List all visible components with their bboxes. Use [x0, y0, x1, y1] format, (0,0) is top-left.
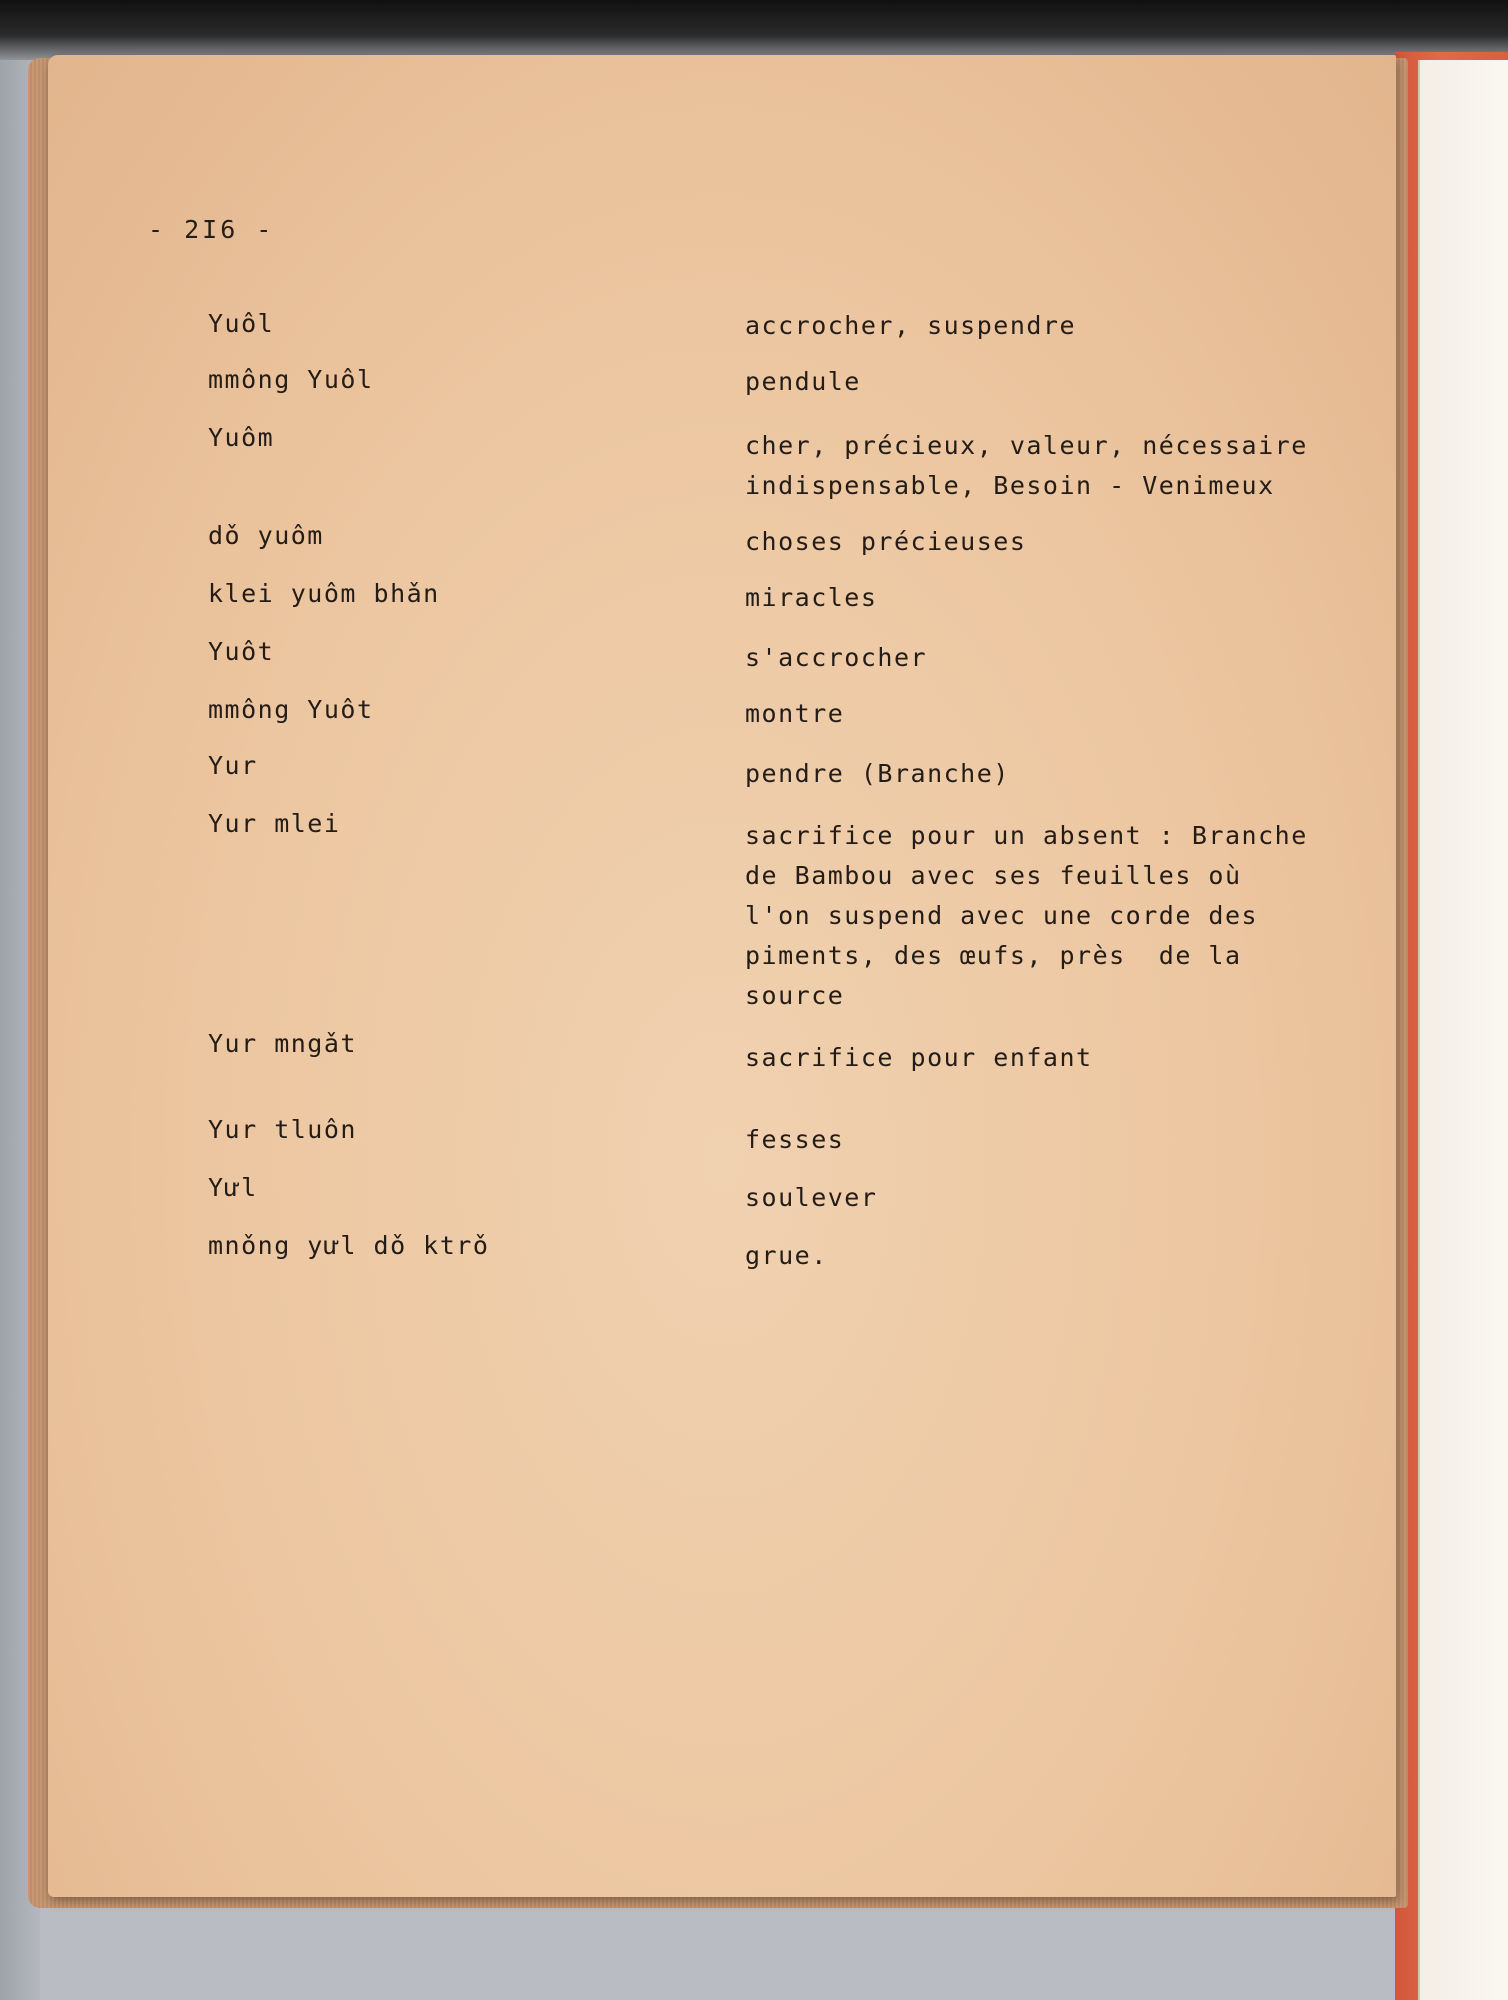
entry-term: mmông Yuôl — [208, 365, 374, 394]
entry-definition: s'accrocher — [745, 643, 928, 672]
entry-term: mmông Yuôt — [208, 695, 374, 724]
entry-definition: pendule — [745, 367, 861, 396]
entry-term: Yur mngǎt — [208, 1029, 357, 1058]
entry-definition: accrocher, suspendre — [745, 311, 1077, 340]
entry-term: Yuôm — [208, 423, 275, 452]
entry-term: mnǒng yưl dǒ ktrǒ — [208, 1231, 490, 1260]
entry-definition: sacrifice pour un absent : Branche de Bambou avec ses feuilles où l'on suspend avec une corde des piments, des œufs, près de la source — [745, 821, 1308, 1010]
entry-term: Yuôt — [208, 637, 275, 666]
entry-term: Yur mlei — [208, 809, 341, 838]
entry-term: dǒ yuôm — [208, 521, 324, 550]
entry-term: klei yuôm bhǎn — [208, 579, 440, 608]
entry-term: Yur tluôn — [208, 1115, 357, 1144]
entry-definition: sacrifice pour enfant — [745, 1043, 1093, 1072]
entry-term: Yuôl — [208, 309, 275, 338]
entry-definition: pendre (Branche) — [745, 759, 1010, 788]
entry-definition: choses précieuses — [745, 527, 1027, 556]
entry-definition: miracles — [745, 583, 878, 612]
page-number: - 2I6 - — [148, 215, 275, 244]
entry-definition: grue. — [745, 1241, 828, 1270]
entry-term: Yưl — [208, 1173, 258, 1202]
entry-term: Yur — [208, 751, 258, 780]
entry-definition: cher, précieux, valeur, nécessaire indispensable, Besoin - Venimeux — [745, 431, 1308, 500]
entry-definition: montre — [745, 699, 845, 728]
entry-definition: fesses — [745, 1125, 845, 1154]
entry-definition: soulever — [745, 1183, 878, 1212]
